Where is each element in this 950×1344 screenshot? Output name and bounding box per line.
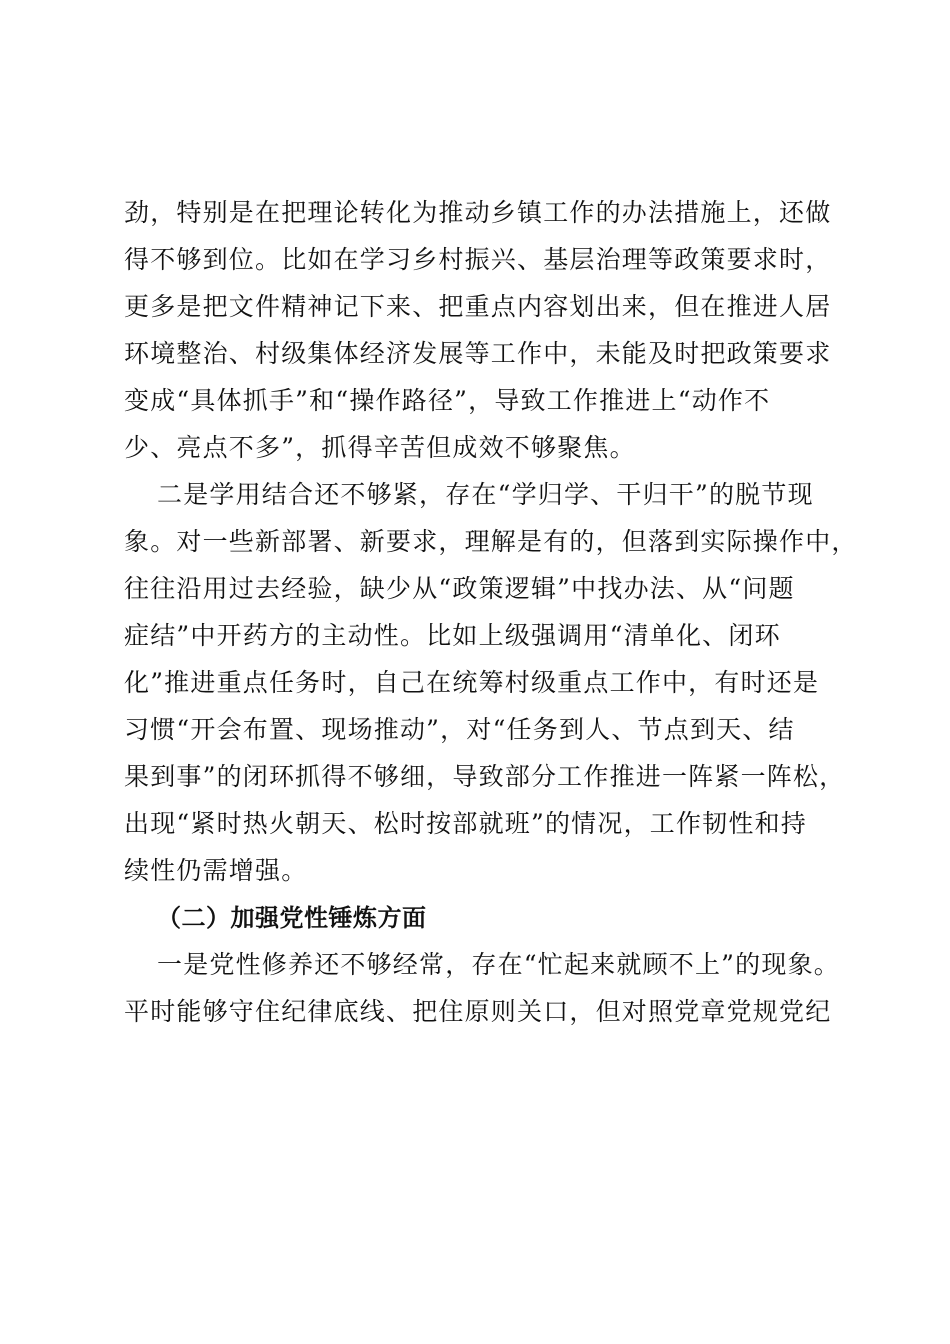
paragraph-line: 环境整治、村级集体经济发展等工作中，未能及时把政策要求 [124,339,832,368]
paragraph-line: 劲，特别是在把理论转化为推动乡镇工作的办法措施上，还做 [124,198,832,227]
paragraph-line: 症结”中开药方的主动性。比如上级强调用“清单化、闭环 [124,621,781,650]
paragraph-line: 果到事”的闭环抓得不够细，导致部分工作推进一阵紧一阵松， [124,762,846,791]
paragraph-line: 一是党性修养还不够经常，存在“忙起来就顾不上”的现象。 [157,950,840,979]
paragraph-line: 化”推进重点任务时，自己在统筹村级重点工作中，有时还是 [124,668,820,697]
paragraph-line: 习惯“开会布置、现场推动”，对“任务到人、节点到天、结 [124,715,795,744]
paragraph-line: 得不够到位。比如在学习乡村振兴、基层治理等政策要求时， [124,245,832,274]
paragraph-line: 往往沿用过去经验，缺少从“政策逻辑”中找办法、从“问题 [124,574,795,603]
paragraph-line: 变成“具体抓手”和“操作路径”，导致工作推进上“动作不 [124,386,771,415]
paragraph-line: 续性仍需增强。 [124,856,308,885]
paragraph-line: 少、亮点不多”，抓得辛苦但成效不够聚焦。 [124,433,636,462]
section-heading: （二）加强党性锤炼方面 [157,904,427,932]
paragraph-line: 平时能够守住纪律底线、把住原则关口，但对照党章党规党纪 [124,997,832,1026]
paragraph-line: 二是学用结合还不够紧，存在“学归学、干归干”的脱节现 [157,480,814,509]
paragraph-line: 更多是把文件精神记下来、把重点内容划出来，但在推进人居 [124,292,832,321]
paragraph-line: 象。对一些新部署、新要求，理解是有的，但落到实际操作中， [124,527,858,556]
paragraph-line: 出现“紧时热火朝天、松时按部就班”的情况，工作韧性和持 [124,809,807,838]
